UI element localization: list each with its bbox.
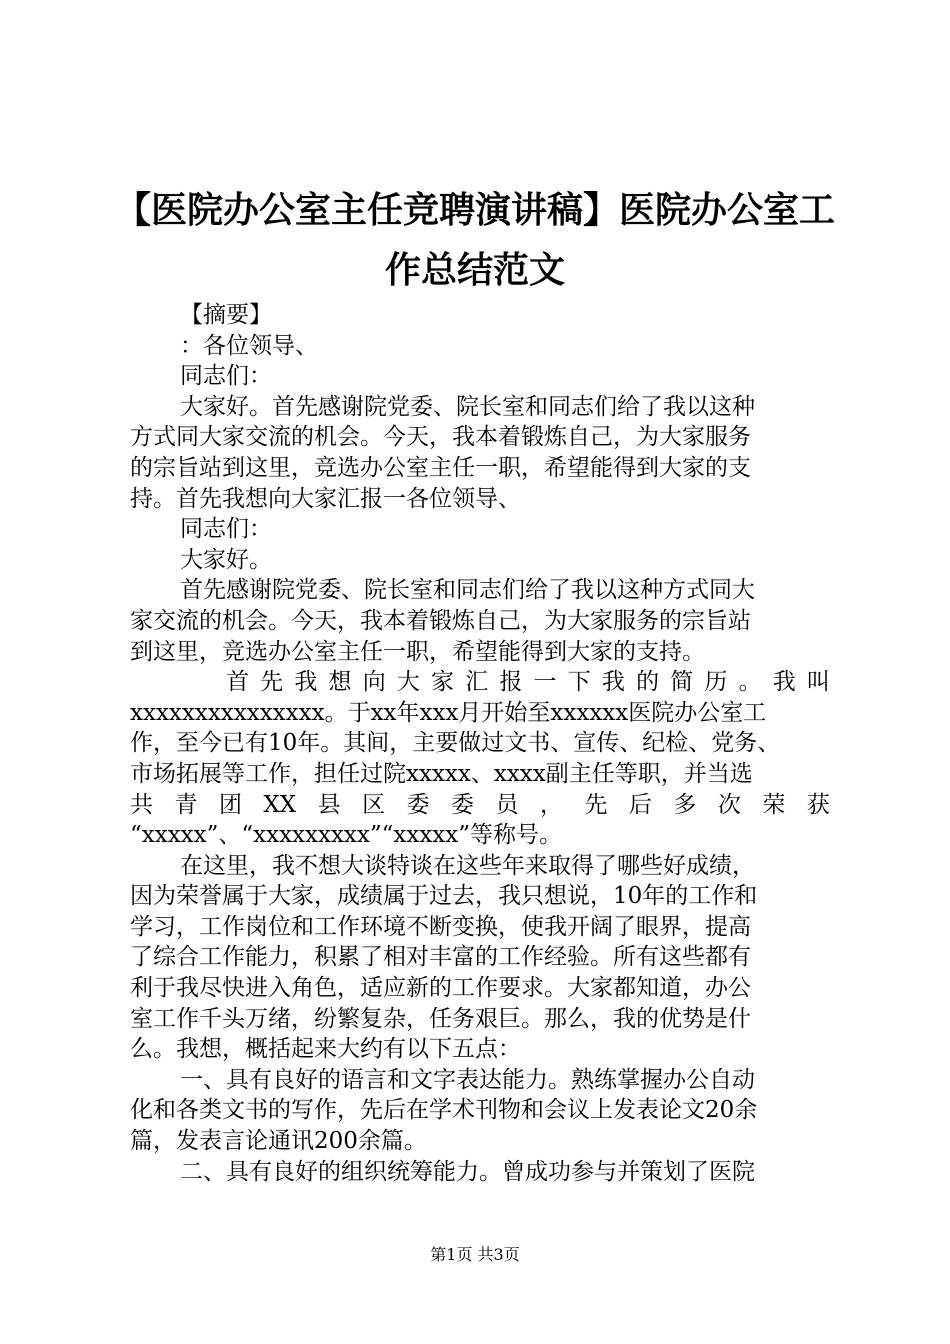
- body-line: 室工作千头万绪，纷繁复杂，任务艰巨。那么，我的优势是什: [130, 1005, 751, 1032]
- body-line: 同志们：: [180, 363, 272, 390]
- spaced-char: 。: [738, 669, 762, 696]
- spaced-char: 历: [704, 669, 728, 696]
- spaced-char: 荣: [762, 791, 786, 818]
- body-line: 市场拓展等工作，担任过院xxxxx、xxxx副主任等职，并当选: [130, 760, 753, 787]
- body-line: 学习，工作岗位和工作环境不断变换，使我开阔了眼界，提高: [130, 913, 751, 940]
- body-line: 首先感谢院党委、院长室和同志们给了我以这种方式同大: [180, 577, 755, 604]
- body-line: 二、具有良好的组织统筹能力。曾成功参与并策划了医院: [180, 1158, 755, 1185]
- spaced-char: 想: [328, 669, 352, 696]
- spaced-char: ，: [539, 791, 563, 818]
- spaced-char: 次: [717, 791, 741, 818]
- spaced-char: 一: [533, 669, 557, 696]
- spaced-char: 我: [294, 669, 318, 696]
- abstract-label: 【摘要】: [180, 302, 272, 328]
- spaced-line-a: [130, 667, 830, 698]
- document-body: [130, 300, 830, 1187]
- body-line: 到这里，竞选办公室主任一职，希望能得到大家的支持。: [130, 638, 705, 665]
- body-line: 了综合工作能力，积累了相对丰富的工作经验。所有这些都有: [130, 944, 751, 971]
- body-line: 化和各类文书的写作，先后在学术刊物和会议上发表论文20余: [130, 1097, 758, 1124]
- spaced-char: 多: [673, 791, 697, 818]
- document-title-line-2: 作总结范文: [384, 249, 565, 291]
- body-line: 同志们：: [180, 516, 272, 543]
- spaced-char: 的: [636, 669, 660, 696]
- body-line: 大家好。: [180, 546, 272, 573]
- spaced-char: 首: [226, 669, 249, 696]
- spaced-char: 委: [451, 791, 475, 818]
- body-line: 利于我尽快进入角色，适应新的工作要求。大家都知道，办公: [130, 975, 751, 1002]
- spaced-char: 简: [670, 669, 694, 696]
- spaced-char: 先: [584, 791, 608, 818]
- spaced-char: 后: [628, 791, 652, 818]
- body-line: 的宗旨站到这里，竞选办公室主任一职，希望能得到大家的支: [130, 454, 751, 481]
- spaced-char: 汇: [465, 669, 489, 696]
- spaced-char: 委: [406, 791, 430, 818]
- spaced-char: 县: [317, 791, 341, 818]
- body-line: xxxxxxxxxxxxxxx。于xx年xxx月开始至xxxxxx医院办公室工: [130, 699, 767, 726]
- spaced-char: 叫: [806, 669, 830, 696]
- spaced-char: 我: [601, 669, 625, 696]
- spaced-char: 先: [260, 669, 284, 696]
- body-line: 篇，发表言论通讯200余篇。: [130, 1128, 427, 1155]
- spaced-char: 获: [806, 791, 830, 818]
- spaced-char: 区: [362, 791, 386, 818]
- body-line: 一、具有良好的语言和文字表达能力。熟练掌握办公自动: [180, 1066, 755, 1093]
- spaced-char: 共: [130, 791, 153, 818]
- spaced-char: 下: [567, 669, 591, 696]
- page-footer: 第1页 共3页: [430, 1245, 520, 1264]
- spaced-char: 家: [431, 669, 455, 696]
- body-line: 么。我想，概括起来大约有以下五点：: [130, 1036, 521, 1063]
- spaced-char: 我: [772, 669, 796, 696]
- spaced-char: 团: [218, 791, 242, 818]
- body-line: 作，至今已有10年。其间，主要做过文书、宣传、纪检、党务、: [130, 730, 781, 757]
- spaced-line-b: [130, 790, 830, 821]
- body-line: 方式同大家交流的机会。今天，我本着锻炼自己，为大家服务: [130, 424, 751, 451]
- spaced-char: 大: [396, 669, 420, 696]
- spaced-char: 青: [174, 791, 198, 818]
- body-line: ：各位领导、: [180, 332, 318, 359]
- document-title-line-1: 【医院办公室主任竞聘演讲稿】医院办公室工: [114, 189, 835, 231]
- spaced-char: 员: [495, 791, 519, 818]
- body-line: 大家好。首先感谢院党委、院长室和同志们给了我以这种: [180, 393, 755, 420]
- spaced-char: 报: [499, 669, 523, 696]
- body-line: 在这里，我不想大谈特谈在这些年来取得了哪些好成绩，: [180, 852, 755, 879]
- body-line: “xxxxx”、“xxxxxxxxx”“xxxxx”等称号。: [130, 822, 563, 849]
- spaced-char: XX: [263, 791, 297, 818]
- body-line: 因为荣誉属于大家，成绩属于过去，我只想说，10年的工作和: [130, 883, 758, 910]
- body-line: 家交流的机会。今天，我本着锻炼自己，为大家服务的宗旨站: [130, 607, 751, 634]
- body-line: 持。首先我想向大家汇报一各位领导、: [130, 485, 521, 512]
- spaced-char: 向: [362, 669, 386, 696]
